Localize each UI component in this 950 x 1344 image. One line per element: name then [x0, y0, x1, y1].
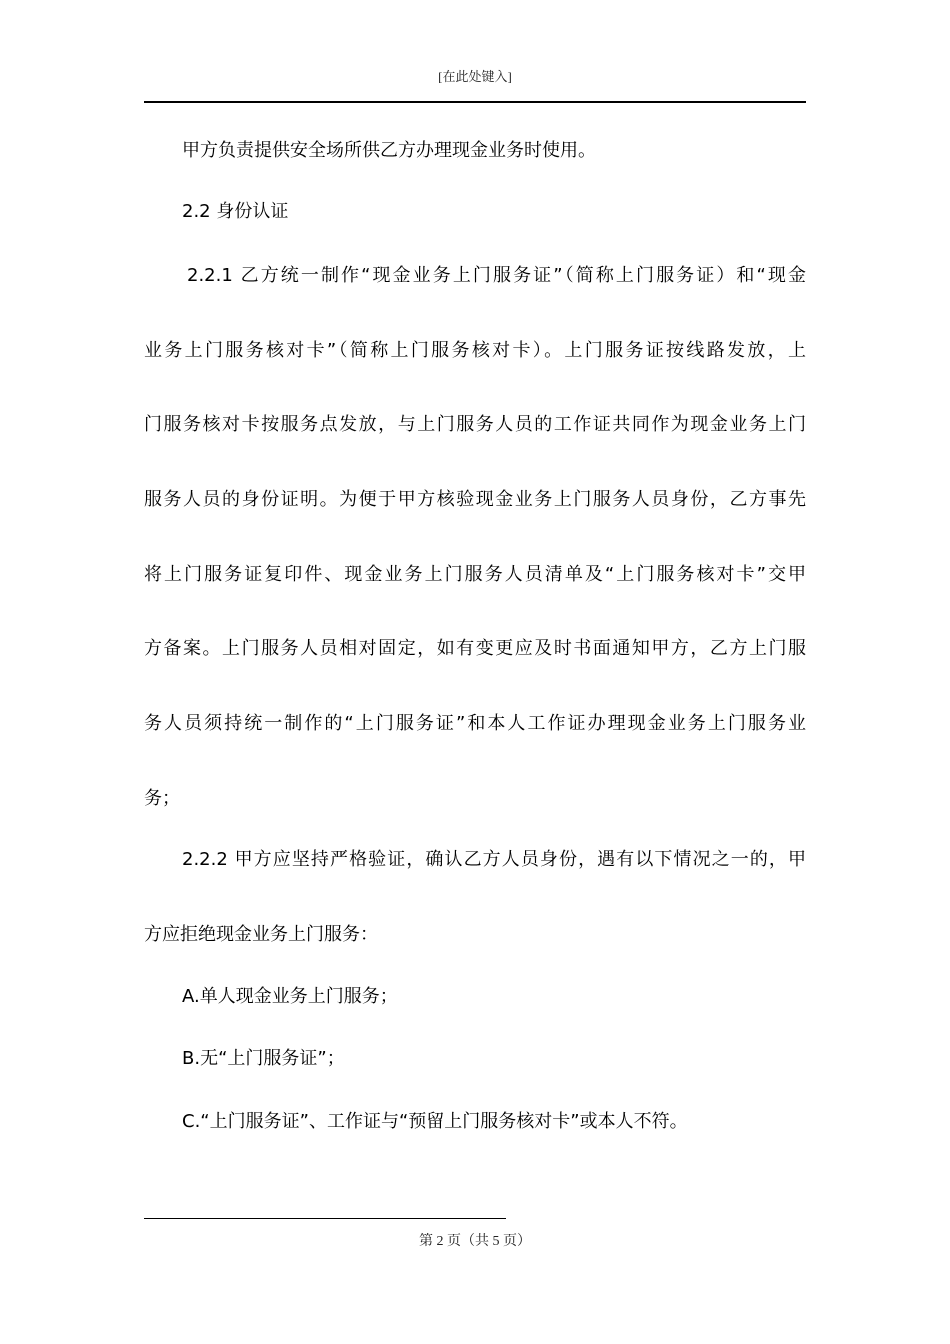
- paragraph-line: 门服务核对卡按服务点发放，与上门服务人员的工作证共同作为现金业务上门: [144, 414, 806, 435]
- paragraph-line: 方应拒绝现金业务上门服务：: [144, 924, 378, 945]
- list-item: B.无“上门服务证”；: [182, 1048, 345, 1069]
- page-number: 第 2 页（共 5 页）: [419, 1234, 531, 1249]
- footer-divider: [144, 1218, 506, 1219]
- paragraph-line: 将上门服务证复印件、现金业务上门服务人员清单及“上门服务核对卡”交甲: [144, 564, 806, 585]
- section-heading: 2.2 身份认证: [182, 201, 289, 222]
- paragraph-line: 2.2.2 甲方应坚持严格验证，确认乙方人员身份，遇有以下情况之一的，甲: [182, 849, 806, 870]
- list-item: A.单人现金业务上门服务；: [182, 986, 398, 1007]
- paragraph-line: 业务上门服务核对卡”（简称上门服务核对卡）。上门服务证按线路发放，上: [144, 340, 806, 361]
- paragraph-line: 服务人员的身份证明。为便于甲方核验现金业务上门服务人员身份，乙方事先: [144, 489, 806, 510]
- page-header: [在此处键入]: [438, 69, 512, 84]
- paragraph-line: 务人员须持统一制作的“上门服务证”和本人工作证办理现金业务上门服务业: [144, 713, 806, 734]
- header-divider: [144, 101, 806, 103]
- paragraph-line: 甲方负责提供安全场所供乙方办理现金业务时使用。: [182, 140, 596, 161]
- paragraph-line: 方备案。上门服务人员相对固定，如有变更应及时书面通知甲方，乙方上门服: [144, 638, 806, 659]
- list-item: C.“上门服务证”、工作证与“预留上门服务核对卡”或本人不符。: [182, 1111, 688, 1132]
- paragraph-line: 2.2.1 乙方统一制作“现金业务上门服务证”（简称上门服务证）和“现金: [187, 265, 806, 286]
- paragraph-line: 务；: [144, 788, 180, 809]
